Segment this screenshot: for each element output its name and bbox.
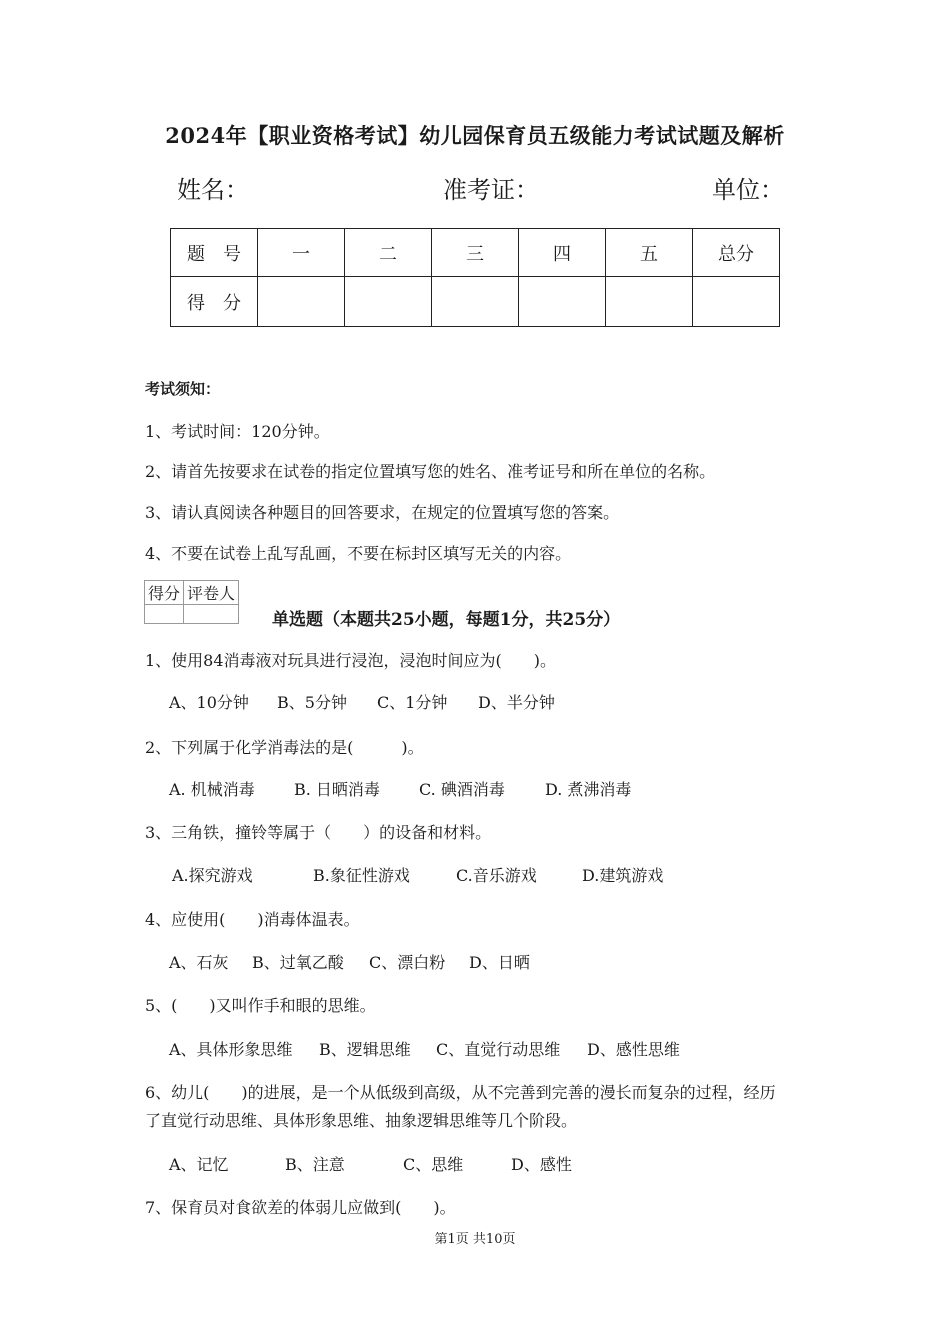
score-cell-3[interactable] <box>432 277 519 327</box>
question-5-option-a: A、具体形象思维 <box>169 1040 293 1059</box>
question-6-option-b: B、注意 <box>285 1155 345 1174</box>
question-3-option-d: D.建筑游戏 <box>582 866 664 885</box>
unit-label: 单位： <box>712 176 784 204</box>
question-5-option-d: D、感性思维 <box>587 1040 680 1059</box>
notice-heading: 考试须知： <box>145 380 221 398</box>
score-table <box>170 228 780 327</box>
score-header-1: 一 <box>258 229 345 277</box>
question-4-option-a: A、石灰 <box>169 953 229 972</box>
question-2-stem: 2、下列属于化学消毒法的是( )。 <box>145 738 424 757</box>
notice-item-3: 3、请认真阅读各种题目的回答要求，在规定的位置填写您的答案。 <box>145 503 620 522</box>
question-2-option-b: B. 日晒消毒 <box>294 780 380 799</box>
question-3-stem: 3、三角铁，撞铃等属于（ ）的设备和材料。 <box>145 823 492 842</box>
question-5-option-b: B、逻辑思维 <box>319 1040 411 1059</box>
name-label: 姓名： <box>177 176 249 204</box>
question-1-option-b: B、5分钟 <box>277 693 347 712</box>
document-title: 2024年【职业资格考试】幼儿园保育员五级能力考试试题及解析 <box>165 123 785 148</box>
question-7-stem: 7、保育员对食欲差的体弱儿应做到( )。 <box>145 1198 456 1217</box>
score-row-label: 得 分 <box>171 277 258 327</box>
score-cell-1[interactable] <box>258 277 345 327</box>
question-5-stem: 5、( )又叫作手和眼的思维。 <box>145 996 376 1015</box>
question-1-option-d: D、半分钟 <box>478 693 555 712</box>
score-header-5: 五 <box>606 229 693 277</box>
question-1-stem: 1、使用84消毒液对玩具进行浸泡，浸泡时间应为( )。 <box>145 651 557 670</box>
grader-score-label: 得分 <box>145 581 184 605</box>
question-6-stem-line-1: 6、幼儿( )的进展，是一个从低级到高级，从不完善到完善的漫长而复杂的过程，经历 <box>145 1083 776 1102</box>
score-cell-2[interactable] <box>345 277 432 327</box>
notice-item-2: 2、请首先按要求在试卷的指定位置填写您的姓名、准考证号和所在单位的名称。 <box>145 462 716 481</box>
grader-box <box>144 580 239 624</box>
question-6-option-c: C、思维 <box>403 1155 464 1174</box>
question-6-option-a: A、记忆 <box>169 1155 229 1174</box>
question-4-option-d: D、日晒 <box>469 953 530 972</box>
grader-reviewer-label: 评卷人 <box>184 581 239 605</box>
score-header-3: 三 <box>432 229 519 277</box>
score-cell-4[interactable] <box>519 277 606 327</box>
score-header-label: 题 号 <box>171 229 258 277</box>
score-cell-total[interactable] <box>693 277 780 327</box>
question-2-option-c: C. 碘酒消毒 <box>419 780 505 799</box>
question-3-option-b: B.象征性游戏 <box>313 866 410 885</box>
question-2-option-d: D. 煮沸消毒 <box>545 780 632 799</box>
question-3-option-c: C.音乐游戏 <box>456 866 537 885</box>
question-6-option-d: D、感性 <box>511 1155 572 1174</box>
question-5-option-c: C、直觉行动思维 <box>436 1040 561 1059</box>
score-cell-5[interactable] <box>606 277 693 327</box>
question-1-option-a: A、10分钟 <box>169 693 249 712</box>
question-1-option-c: C、1分钟 <box>377 693 448 712</box>
question-4-stem: 4、应使用( )消毒体温表。 <box>145 910 360 929</box>
question-6-stem-line-2: 了直觉行动思维、具体形象思维、抽象逻辑思维等几个阶段。 <box>145 1111 578 1130</box>
grader-reviewer-cell[interactable] <box>184 605 239 624</box>
grader-score-cell[interactable] <box>145 605 184 624</box>
section-title: 单选题（本题共25小题，每题1分，共25分） <box>272 610 621 630</box>
ticket-label: 准考证： <box>443 176 539 204</box>
question-3-option-a: A.探究游戏 <box>172 866 253 885</box>
score-header-total: 总分 <box>693 229 780 277</box>
score-table-header-row <box>171 229 780 277</box>
question-2-option-a: A. 机械消毒 <box>169 780 255 799</box>
notice-item-1: 1、考试时间：120分钟。 <box>145 422 330 441</box>
score-header-2: 二 <box>345 229 432 277</box>
question-4-option-c: C、漂白粉 <box>369 953 446 972</box>
score-header-4: 四 <box>519 229 606 277</box>
score-table-score-row <box>171 277 780 327</box>
notice-item-4: 4、不要在试卷上乱写乱画，不要在标封区填写无关的内容。 <box>145 544 572 563</box>
question-4-option-b: B、过氧乙酸 <box>252 953 344 972</box>
page-footer: 第1页 共10页 <box>434 1232 516 1247</box>
